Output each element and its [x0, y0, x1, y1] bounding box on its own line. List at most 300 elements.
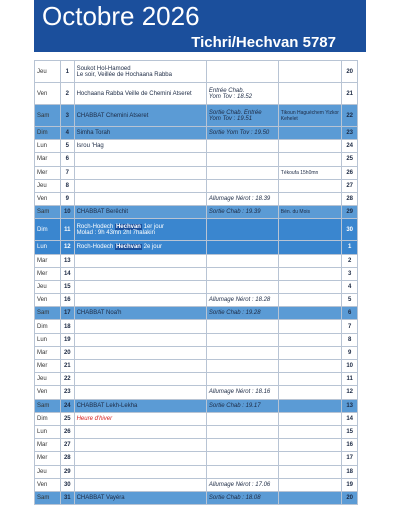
day-row [35, 206, 358, 219]
day-number-cell [61, 219, 75, 241]
day-number: 13 [63, 257, 71, 264]
event-cell [74, 465, 206, 478]
day-number-cell [61, 346, 75, 359]
zman-text: Sortie Chab : 19.39 [208, 209, 261, 216]
weekday-label: Sam [37, 494, 50, 501]
weekday-label: Mar [37, 156, 48, 163]
event-cell [74, 386, 206, 399]
note-cell [278, 192, 342, 205]
hebrew-day-cell [342, 307, 358, 320]
event-cell [74, 333, 206, 346]
day-row [35, 333, 358, 346]
weekday-label: Mar [37, 349, 48, 356]
zman-cell [206, 333, 278, 346]
day-number-cell [61, 166, 75, 179]
hebrew-day-cell [342, 346, 358, 359]
day-number: 30 [63, 481, 71, 488]
day-number: 11 [64, 226, 71, 233]
zman-cell [206, 439, 278, 452]
zman-cell [206, 83, 278, 105]
event-text-line2: Molad : 9h 43mn 2hl 7halakin [76, 229, 155, 236]
day-number-cell [61, 320, 75, 333]
zman-cell [206, 127, 278, 140]
hebrew-day-cell [342, 465, 358, 478]
weekday-label: Sam [37, 402, 50, 409]
event-cell [74, 153, 206, 166]
weekday-cell [35, 478, 61, 491]
hebrew-day-cell [342, 491, 358, 504]
event-cell [74, 83, 206, 105]
day-row [35, 254, 358, 267]
day-number-cell [61, 425, 75, 438]
hechvan-label: Hechvan [115, 223, 141, 230]
zman-cell [206, 254, 278, 267]
zman-text: Sortie Chab : 19.28 [208, 310, 261, 317]
day-number: 4 [65, 130, 69, 137]
hebrew-day-number: 28 [346, 196, 353, 203]
day-row [35, 166, 358, 179]
zman-text: Sortie Yom Tov : 19.50 [208, 130, 270, 137]
hebrew-day-cell [342, 280, 358, 293]
note-cell [278, 320, 342, 333]
day-number: 9 [65, 196, 69, 203]
day-number: 15 [63, 283, 71, 290]
event-cell [74, 412, 206, 425]
calendar-body [35, 61, 358, 505]
note-cell [278, 373, 342, 386]
zman-cell [206, 425, 278, 438]
note-cell [278, 294, 342, 307]
event-cell [74, 439, 206, 452]
day-row [35, 439, 358, 452]
note-cell [278, 386, 342, 399]
zman-text-line2: Yom Tov : 19.51 [208, 115, 253, 122]
zman-cell [206, 346, 278, 359]
note-cell [278, 333, 342, 346]
day-row [35, 491, 358, 504]
hebrew-day-cell [342, 192, 358, 205]
weekday-cell [35, 105, 61, 127]
weekday-label: Mer [37, 270, 48, 277]
weekday-cell [35, 491, 61, 504]
hebrew-day-cell [342, 373, 358, 386]
event-cell [74, 425, 206, 438]
hebrew-day-number: 20 [346, 494, 353, 501]
day-number: 2 [65, 90, 69, 97]
note-cell [278, 241, 342, 254]
event-text: CHABBAT Chemini Atseret [76, 112, 149, 119]
day-number-cell [61, 399, 75, 412]
day-number-cell [61, 105, 75, 127]
day-number-cell [61, 478, 75, 491]
note-cell [278, 360, 342, 373]
day-row [35, 105, 358, 127]
weekday-label: Lun [37, 143, 48, 150]
day-row [35, 360, 358, 373]
weekday-cell [35, 280, 61, 293]
hebrew-day-number: 15 [346, 429, 353, 436]
note-cell [278, 439, 342, 452]
weekday-cell [35, 127, 61, 140]
day-row [35, 386, 358, 399]
note-cell [278, 166, 342, 179]
weekday-cell [35, 320, 61, 333]
hebrew-months-title: Tichri/Hechvan 5787 [191, 34, 336, 51]
hebrew-day-number: 25 [346, 156, 353, 163]
zman-cell [206, 219, 278, 241]
hebrew-day-cell [342, 127, 358, 140]
day-row [35, 61, 358, 83]
event-cell [74, 373, 206, 386]
hebrew-day-cell [342, 166, 358, 179]
day-number: 19 [63, 336, 71, 343]
day-row [35, 452, 358, 465]
note-cell [278, 412, 342, 425]
zman-cell [206, 179, 278, 192]
weekday-label: Jeu [37, 468, 47, 475]
day-number-cell [61, 83, 75, 105]
day-row [35, 179, 358, 192]
weekday-label: Dim [37, 130, 48, 137]
hebrew-day-number: 4 [347, 283, 352, 290]
hebrew-day-cell [342, 83, 358, 105]
hebrew-day-cell [342, 452, 358, 465]
event-cell [74, 399, 206, 412]
event-cell [74, 166, 206, 179]
weekday-label: Sam [37, 112, 50, 119]
day-number: 5 [65, 143, 69, 150]
day-number-cell [61, 241, 75, 254]
day-row [35, 399, 358, 412]
event-text: Roch-Hodech [76, 223, 115, 230]
day-row [35, 241, 358, 254]
day-number: 20 [63, 349, 71, 356]
weekday-label: Mar [37, 442, 48, 449]
zman-text: Entrée Chab. [208, 87, 245, 94]
event-text: Hochaana Rabba Veille de Chemini Atseret [76, 90, 192, 97]
weekday-cell [35, 206, 61, 219]
zman-cell [206, 491, 278, 504]
day-number: 16 [63, 297, 71, 304]
event-text: Soukot Hol-Hamoed [76, 65, 131, 72]
zman-cell [206, 399, 278, 412]
hebrew-day-number: 26 [346, 169, 353, 176]
zman-cell [206, 360, 278, 373]
weekday-cell [35, 254, 61, 267]
event-cell [74, 267, 206, 280]
day-number: 24 [63, 402, 71, 409]
zman-text-line2: Yom Tov : 18.52 [208, 93, 253, 100]
day-number: 14 [63, 270, 71, 277]
event-cell [74, 491, 206, 504]
zman-cell [206, 140, 278, 153]
weekday-label: Lun [37, 336, 48, 343]
event-cell [74, 254, 206, 267]
day-row [35, 127, 358, 140]
zman-cell [206, 373, 278, 386]
event-text-line2: Le soir, Veillée de Hochaana Rabba [76, 71, 172, 78]
weekday-label: Dim [37, 323, 48, 330]
weekday-label: Lun [37, 244, 48, 251]
calendar-table [34, 60, 358, 505]
zman-cell [206, 465, 278, 478]
hebrew-day-cell [342, 399, 358, 412]
hebrew-day-cell [342, 360, 358, 373]
note-cell [278, 280, 342, 293]
hebrew-day-cell [342, 386, 358, 399]
note-cell [278, 452, 342, 465]
day-number-cell [61, 412, 75, 425]
weekday-cell [35, 307, 61, 320]
weekday-cell [35, 360, 61, 373]
zman-cell [206, 166, 278, 179]
event-cell [74, 127, 206, 140]
day-number: 28 [63, 455, 71, 462]
weekday-cell [35, 192, 61, 205]
day-number-cell [61, 192, 75, 205]
event-cell [74, 61, 206, 83]
hebrew-day-number: 11 [346, 376, 353, 383]
day-row [35, 219, 358, 241]
event-text: CHABBAT Berêchit [76, 209, 129, 216]
day-number: 26 [63, 429, 71, 436]
zman-text: Sortie Chab : 18.08 [208, 494, 261, 501]
event-cell [74, 280, 206, 293]
day-row [35, 294, 358, 307]
event-cell [74, 360, 206, 373]
hebrew-day-number: 13 [346, 402, 353, 409]
weekday-cell [35, 386, 61, 399]
weekday-cell [35, 399, 61, 412]
weekday-label: Mer [37, 363, 48, 370]
zman-cell [206, 412, 278, 425]
hebrew-day-number: 9 [347, 349, 352, 356]
hebrew-day-number: 18 [346, 468, 353, 475]
event-cell [74, 452, 206, 465]
weekday-cell [35, 241, 61, 254]
hebrew-day-number: 20 [346, 68, 353, 75]
zman-text: Allumage Nérot : 18.28 [208, 297, 271, 304]
note-cell [278, 206, 342, 219]
note-cell [278, 425, 342, 438]
hebrew-day-number: 2 [347, 257, 352, 264]
weekday-label: Jeu [37, 283, 47, 290]
note-cell [278, 105, 342, 127]
day-number-cell [61, 294, 75, 307]
weekday-label: Ven [37, 481, 48, 488]
note-cell [278, 219, 342, 241]
hebrew-day-cell [342, 267, 358, 280]
event-cell [74, 219, 206, 241]
hebrew-day-number: 10 [346, 363, 353, 370]
day-row [35, 412, 358, 425]
day-row [35, 267, 358, 280]
weekday-label: Sam [37, 209, 50, 216]
day-number-cell [61, 254, 75, 267]
hebrew-day-cell [342, 61, 358, 83]
zman-cell [206, 105, 278, 127]
note-cell [278, 127, 342, 140]
day-number: 27 [63, 442, 71, 449]
hebrew-day-cell [342, 333, 358, 346]
hebrew-day-number: 8 [347, 336, 352, 343]
event-text: CHABBAT Noa'h [76, 310, 122, 317]
day-number-cell [61, 280, 75, 293]
zman-cell [206, 294, 278, 307]
zman-cell [206, 386, 278, 399]
hebrew-day-number: 19 [346, 481, 353, 488]
event-cell [74, 206, 206, 219]
event-cell [74, 320, 206, 333]
zman-cell [206, 320, 278, 333]
zman-text: Sortie Chab : 19.17 [208, 402, 261, 409]
weekday-label: Jeu [37, 68, 47, 75]
zman-cell [206, 153, 278, 166]
hebrew-day-number: 5 [347, 297, 352, 304]
event-text: Isrou 'Hag [76, 143, 104, 150]
day-row [35, 465, 358, 478]
event-cell [74, 307, 206, 320]
day-number-cell [61, 127, 75, 140]
day-row [35, 320, 358, 333]
note-cell [278, 83, 342, 105]
hebrew-day-number: 3 [347, 270, 352, 277]
hebrew-day-number: 16 [346, 442, 353, 449]
hebrew-day-cell [342, 206, 358, 219]
weekday-cell [35, 140, 61, 153]
day-number-cell [61, 61, 75, 83]
hebrew-day-cell [342, 140, 358, 153]
calendar-header [34, 0, 366, 52]
winter-time-note: Heure d'hiver [76, 415, 113, 422]
note-cell [278, 307, 342, 320]
event-cell [74, 140, 206, 153]
note-cell [278, 478, 342, 491]
day-number: 8 [65, 182, 69, 189]
day-row [35, 373, 358, 386]
event-cell [74, 192, 206, 205]
weekday-cell [35, 267, 61, 280]
day-row [35, 140, 358, 153]
weekday-cell [35, 294, 61, 307]
hebrew-day-cell [342, 412, 358, 425]
day-row [35, 280, 358, 293]
weekday-cell [35, 412, 61, 425]
note-cell [278, 267, 342, 280]
weekday-cell [35, 425, 61, 438]
note-cell [278, 491, 342, 504]
weekday-cell [35, 153, 61, 166]
day-number: 17 [63, 310, 71, 317]
day-number-cell [61, 179, 75, 192]
weekday-label: Mer [37, 169, 48, 176]
event-cell [74, 478, 206, 491]
hebrew-day-number: 14 [346, 415, 353, 422]
day-number: 18 [63, 323, 71, 330]
weekday-label: Sam [37, 310, 50, 317]
day-number: 31 [63, 494, 71, 501]
day-number: 1 [65, 68, 69, 75]
note-cell [278, 61, 342, 83]
weekday-cell [35, 465, 61, 478]
weekday-label: Ven [37, 196, 48, 203]
event-text: Simha Torah [76, 130, 111, 137]
day-number: 12 [63, 244, 71, 251]
day-number: 29 [63, 468, 71, 475]
zman-text: Allumage Nérot : 17.06 [208, 481, 271, 488]
weekday-cell [35, 179, 61, 192]
note-cell [278, 153, 342, 166]
day-number-cell [61, 140, 75, 153]
weekday-label: Dim [37, 226, 48, 233]
hebrew-day-number: 12 [346, 389, 353, 396]
day-number: 10 [63, 209, 71, 216]
hebrew-day-cell [342, 219, 358, 241]
note-text: Bén. du Mois [280, 209, 310, 216]
note-cell [278, 140, 342, 153]
note-text: Tékoufa 15h0mn [280, 169, 319, 176]
zman-cell [206, 478, 278, 491]
event-text: CHABBAT Vayéra [76, 494, 125, 501]
event-cell [74, 179, 206, 192]
zman-cell [206, 241, 278, 254]
zman-cell [206, 452, 278, 465]
hebrew-day-cell [342, 320, 358, 333]
weekday-label: Jeu [37, 182, 47, 189]
day-number-cell [61, 153, 75, 166]
zman-text: Allumage Nérot : 18.16 [208, 389, 271, 396]
hebrew-day-number: 24 [346, 143, 353, 150]
zman-cell [206, 267, 278, 280]
event-suffix: 2e jour [141, 244, 162, 251]
day-number: 7 [65, 169, 69, 176]
hebrew-day-cell [342, 425, 358, 438]
day-number: 22 [63, 376, 71, 383]
weekday-label: Ven [37, 90, 48, 97]
weekday-cell [35, 346, 61, 359]
zman-text: Sortie Chab. Entrée [208, 109, 262, 116]
weekday-cell [35, 61, 61, 83]
hebrew-day-number: 21 [346, 90, 353, 97]
day-number-cell [61, 307, 75, 320]
day-number: 6 [65, 156, 69, 163]
hebrew-day-cell [342, 241, 358, 254]
day-number: 21 [63, 363, 71, 370]
day-number-cell [61, 360, 75, 373]
event-cell [74, 241, 206, 254]
hebrew-day-number: 23 [346, 130, 353, 137]
day-number-cell [61, 386, 75, 399]
weekday-label: Mer [37, 455, 48, 462]
day-number: 3 [65, 112, 69, 119]
weekday-label: Mar [37, 257, 48, 264]
event-cell [74, 346, 206, 359]
event-cell [74, 294, 206, 307]
month-title: Octobre 2026 [42, 1, 200, 31]
note-cell [278, 399, 342, 412]
hebrew-day-cell [342, 153, 358, 166]
day-row [35, 425, 358, 438]
weekday-cell [35, 83, 61, 105]
weekday-label: Ven [37, 389, 48, 396]
hebrew-day-number: 1 [347, 244, 352, 251]
day-number-cell [61, 452, 75, 465]
event-suffix: 1er jour [141, 223, 164, 230]
hechvan-label: Hechvan [115, 244, 141, 251]
day-number-cell [61, 333, 75, 346]
note-cell [278, 346, 342, 359]
zman-cell [206, 307, 278, 320]
